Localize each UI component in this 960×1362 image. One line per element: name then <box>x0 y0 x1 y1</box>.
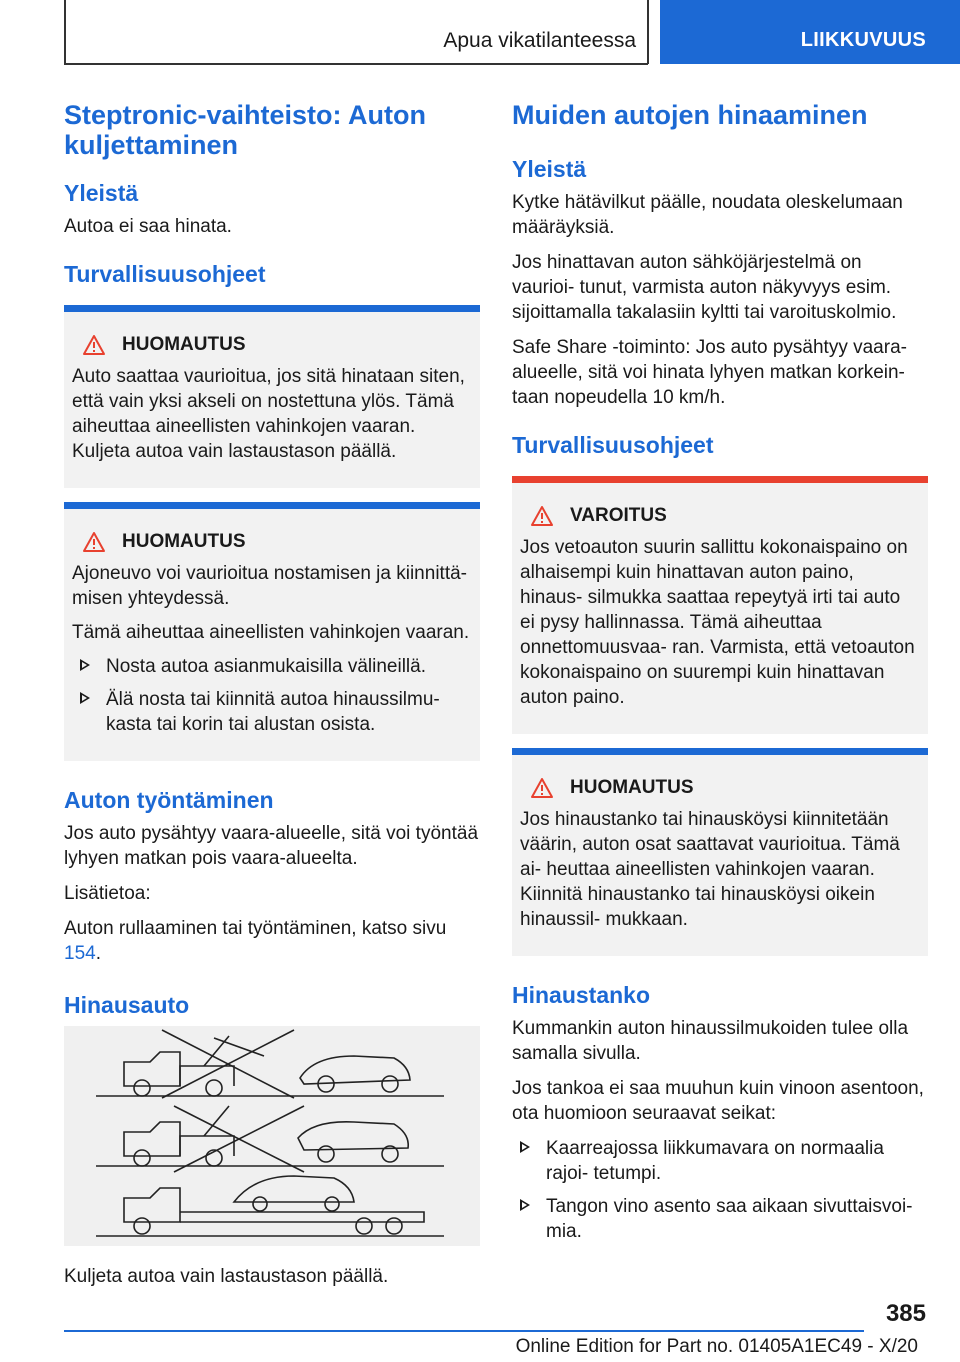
list-item: Nosta autoa asianmukaisilla välineillä. <box>72 654 472 679</box>
right-p2: Jos hinattavan auton sähköjärjestelmä on vaurioi‐ tunut, varmista auton näkyvyys esim. sijoittamalla takalasiin kyltti tai varoituskolmio. <box>512 252 897 323</box>
tow-truck-illustration <box>64 1026 480 1246</box>
warning-box <box>512 476 928 734</box>
triangle-bullet-icon <box>520 1199 530 1211</box>
header-border-right <box>647 0 649 64</box>
notice-label: HUOMAUTUS <box>122 531 246 552</box>
push-text: Jos auto pysähtyy vaara-alueelle, sitä voi työntää lyhyen matkan pois vaara-alueelta. <box>64 823 479 869</box>
more-info-label: Lisätietoa: <box>64 883 151 904</box>
warning-triangle-icon <box>82 531 106 553</box>
right-p1: Kytke hätävilkut päälle, noudata oleskelumaan määräyksiä. <box>512 192 903 238</box>
notice-label: HUOMAUTUS <box>570 777 694 798</box>
warning-triangle-icon <box>530 777 554 799</box>
tow-bar-p1: Kummankin auton hinaussilmukoiden tulee olla samalla sivulla. <box>512 1018 909 1064</box>
list-item: Tangon vino asento saa aikaan sivuttaisvoi‐ mia. <box>512 1194 928 1244</box>
page-number: 385 <box>885 1300 926 1327</box>
notice-text: Jos hinaustanko tai hinausköysi kiinnitetään väärin, auton osat saattavat vaurioitua. Tämä ai‐ heuttaa aineellisten vahinkojen vaaran. Kiinnitä hinaustanko tai hinausköysi oikein hinaussil‐ mukkaan. <box>520 809 900 930</box>
warning-triangle-icon <box>530 505 554 527</box>
header-border-bottom <box>64 63 648 65</box>
warning-triangle-icon <box>82 334 106 356</box>
push-heading: Auton työntäminen <box>64 787 274 813</box>
triangle-bullet-icon <box>80 659 90 671</box>
tow-truck-heading: Hinausauto <box>64 992 190 1018</box>
notice-bullet-list <box>72 654 472 737</box>
right-safety-heading: Turvallisuusohjeet <box>512 432 714 458</box>
notice-box-3 <box>512 748 928 956</box>
header-border-left <box>64 0 66 64</box>
list-item: Älä nosta tai kiinnitä autoa hinaussilmu‐ kasta tai korin tai alustan osista. <box>72 687 472 737</box>
footer-edition-text: Online Edition for Part no. 01405A1EC49 - X/20 <box>515 1336 918 1357</box>
notice-box-1 <box>64 305 480 488</box>
left-column <box>64 100 480 1299</box>
header-tab-label: LIIKKUVUUS <box>800 29 926 51</box>
notice-label: HUOMAUTUS <box>122 334 246 355</box>
cross-reference: Auton rullaaminen tai työntäminen, katso sivu 154. <box>64 918 447 964</box>
left-general-heading: Yleistä <box>64 180 139 206</box>
warning-text: Jos vetoauton suurin sallittu kokonaispaino on alhaisempi kuin hinattavan auton paino, hinaus‐ silmukka saattaa repeytyä irti tai auto ei pysy hallinnassa. Tämä aiheuttaa onnettomuusvaa‐ ran. Varmista, että vetoauton kokonaispaino on suurempi kuin hinattavan auton paino. <box>520 537 915 708</box>
left-safety-heading: Turvallisuusohjeet <box>64 261 266 287</box>
right-column <box>512 100 928 1266</box>
notice-text: Auto saattaa vaurioitua, jos sitä hinataan siten, että vain yksi akseli on nostettuna ylös. Tämä aiheuttaa aineellisten vahinkojen vaaran. Kuljeta autoa vain lastaustason päällä. <box>72 366 465 462</box>
triangle-bullet-icon <box>520 1141 530 1153</box>
left-title: Steptronic-vaihteisto: Auton kuljettaminen <box>64 100 426 160</box>
list-item: Kaarreajossa liikkumavara on normaalia rajoi‐ tetumpi. <box>512 1136 928 1186</box>
notice-box-2 <box>64 502 480 761</box>
warning-label: VAROITUS <box>570 505 667 526</box>
right-general-heading: Yleistä <box>512 156 587 182</box>
right-title: Muiden autojen hinaaminen <box>512 100 868 130</box>
tow-truck-figure <box>64 1026 480 1246</box>
tow-bar-bullet-list <box>512 1136 928 1244</box>
notice-text-1: Ajoneuvo voi vaurioitua nostamisen ja kiinnittä‐ misen yhteydessä. <box>72 563 467 609</box>
triangle-bullet-icon <box>80 692 90 704</box>
left-general-text: Autoa ei saa hinata. <box>64 216 232 237</box>
notice-text-2: Tämä aiheuttaa aineellisten vahinkojen vaaran. <box>72 622 470 643</box>
header-section-title: Apua vikatilanteessa <box>443 29 636 52</box>
right-p3: Safe Share -toiminto: Jos auto pysähtyy vaara‐ alueelle, sitä voi hinata lyhyen matkan korkein‐ taan nopeudella 10 km/h. <box>512 337 907 408</box>
header-tab-liikkuvuus[interactable] <box>660 0 960 64</box>
tow-bar-heading: Hinaustanko <box>512 982 651 1008</box>
figure-caption: Kuljeta autoa vain lastaustason päällä. <box>64 1266 389 1287</box>
tow-bar-p2: Jos tankoa ei saa muuhun kuin vinoon asentoon, ota huomioon seuraavat seikat: <box>512 1078 924 1124</box>
page-link[interactable]: 154 <box>64 943 96 964</box>
footer-divider <box>64 1330 864 1332</box>
